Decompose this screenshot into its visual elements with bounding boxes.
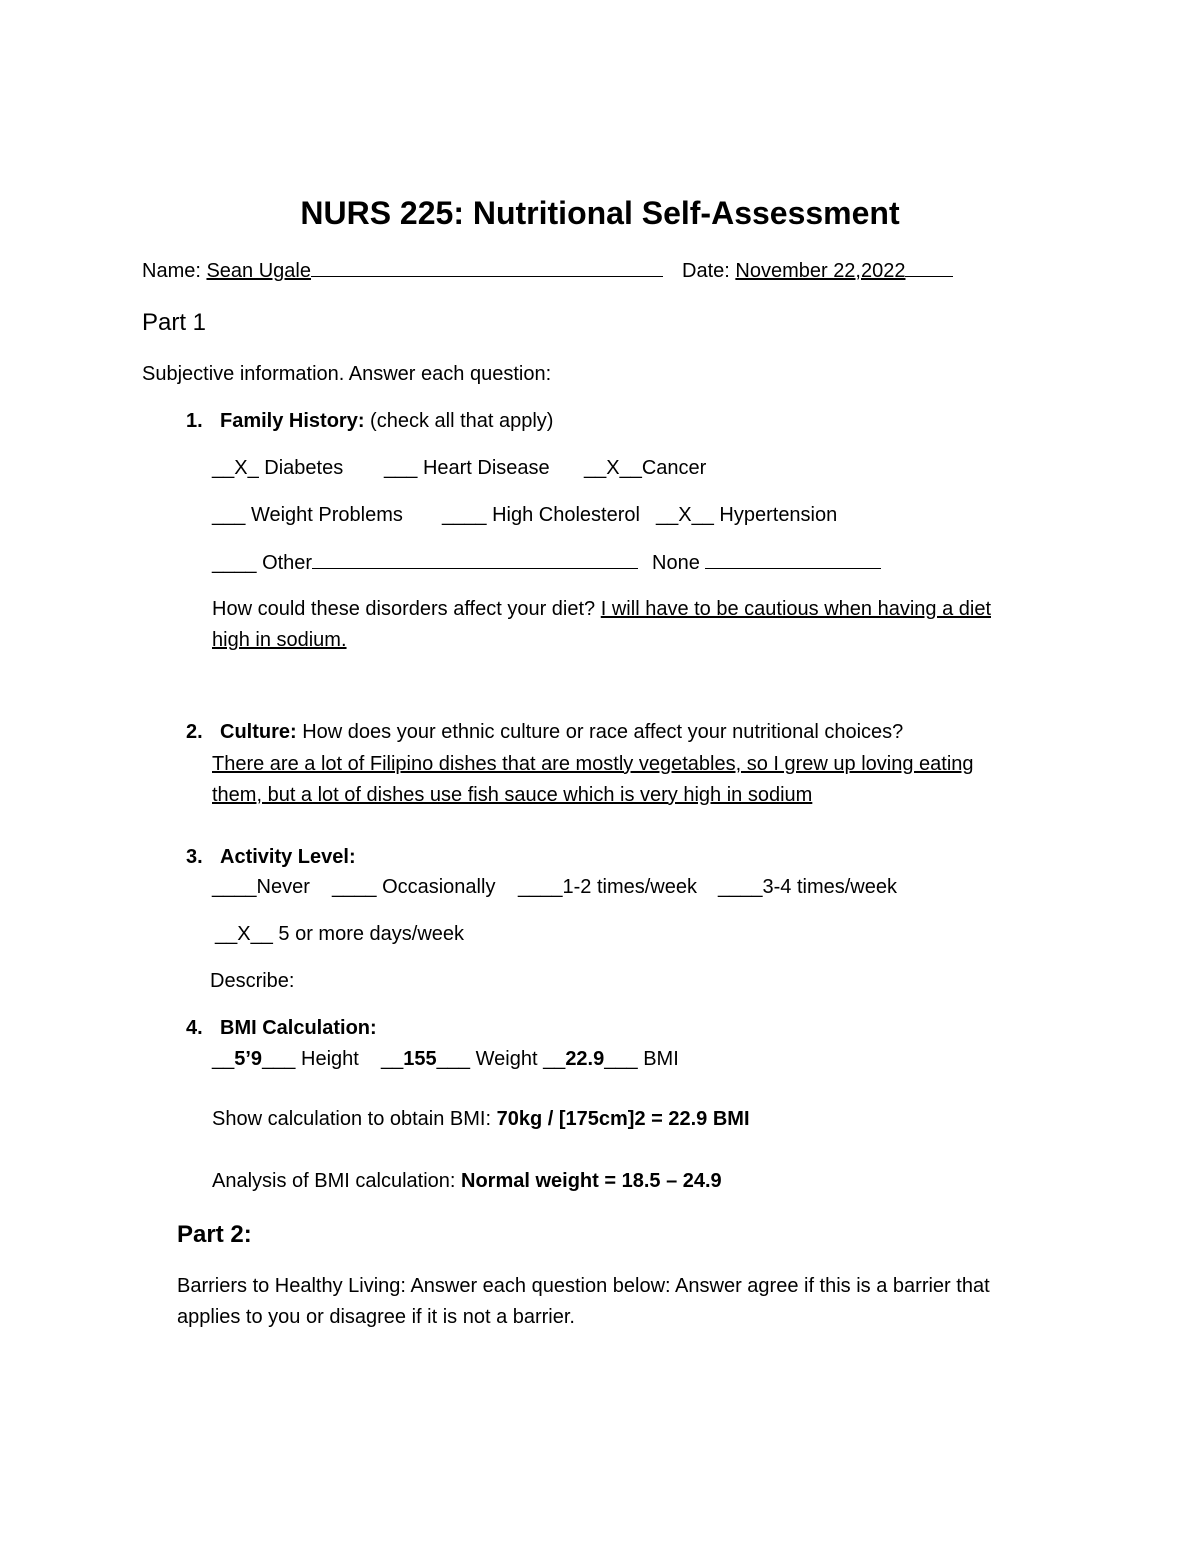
weight-problems-option: ___ Weight Problems xyxy=(212,504,403,526)
part2-intro-2: applies to you or disagree if it is not a barrier. xyxy=(177,1306,575,1328)
none-option: None xyxy=(652,550,881,575)
q2-question: How does your ethnic culture or race affect your nutritional choices? xyxy=(302,721,904,743)
weight-field: __155___ Weight xyxy=(381,1048,538,1070)
five-plus-option: __X__ 5 or more days/week xyxy=(215,923,465,945)
q3-number: 3. xyxy=(186,846,203,868)
q3-label: Activity Level: xyxy=(220,846,356,868)
q2-answer-2: them, but a lot of dishes use fish sauce which is very high in sodium xyxy=(212,784,813,806)
q1-followup-question: How could these disorders affect your diet? xyxy=(212,598,596,620)
q1-followup-answer-1: I will have to be cautious when having a diet xyxy=(600,598,991,620)
q2-answer-1: There are a lot of Filipino dishes that are mostly vegetables, so I grew up loving eating xyxy=(212,753,974,775)
q1-number: 1. xyxy=(186,410,203,432)
date-value: November 22,2022 xyxy=(735,260,906,282)
three-four-times-option: ____3-4 times/week xyxy=(718,876,897,898)
part2-intro-1: Barriers to Healthy Living: Answer each question below: Answer agree if this is a barrier that xyxy=(177,1275,990,1297)
q4-label: BMI Calculation: xyxy=(220,1017,377,1039)
q1-followup-answer-2: high in sodium. xyxy=(212,629,347,651)
describe-label: Describe: xyxy=(210,970,295,992)
bmi-analysis-value: Normal weight = 18.5 – 24.9 xyxy=(461,1170,722,1192)
q4-number: 4. xyxy=(186,1017,203,1039)
bmi-calc-value: 70kg / [175cm]2 = 22.9 BMI xyxy=(496,1108,750,1130)
q2-label: Culture: xyxy=(220,721,297,743)
high-cholesterol-option: ____ High Cholesterol xyxy=(442,504,640,526)
bmi-calc-line xyxy=(212,1107,750,1131)
q1-line xyxy=(186,409,553,433)
name-label: Name: xyxy=(142,260,201,282)
bmi-analysis-line xyxy=(212,1169,722,1193)
document-title: NURS 225: Nutritional Self-Assessment xyxy=(300,195,900,231)
other-blank xyxy=(312,550,638,569)
never-option: ____Never xyxy=(212,876,310,898)
q1-hint: (check all that apply) xyxy=(370,410,554,432)
date-blank xyxy=(905,258,953,277)
other-option: ____ Other xyxy=(212,550,638,575)
none-blank xyxy=(705,550,881,569)
heart-disease-option: ___ Heart Disease xyxy=(384,457,550,479)
part1-intro: Subjective information. Answer each question: xyxy=(142,363,552,385)
q4-line xyxy=(186,1016,377,1040)
bmi-field: __22.9___ BMI xyxy=(543,1048,679,1070)
q1-followup-line1 xyxy=(212,597,991,621)
part2-heading: Part 2: xyxy=(177,1221,252,1248)
name-value: Sean Ugale xyxy=(206,260,311,282)
name-line xyxy=(142,258,663,283)
one-two-times-option: ____1-2 times/week xyxy=(518,876,697,898)
date-line xyxy=(682,258,953,283)
q1-label: Family History: xyxy=(220,410,365,432)
diabetes-option: __X_ Diabetes xyxy=(212,457,344,479)
part1-heading: Part 1 xyxy=(142,309,207,336)
cancer-option: __X__Cancer xyxy=(584,457,707,479)
bmi-calc-label: Show calculation to obtain BMI: xyxy=(212,1108,492,1130)
q2-number: 2. xyxy=(186,721,203,743)
q2-line xyxy=(186,720,903,744)
occasionally-option: ____ Occasionally xyxy=(332,876,496,898)
name-blank xyxy=(311,258,663,277)
height-field: __5’9___ Height xyxy=(212,1048,359,1070)
bmi-values-line xyxy=(212,1047,679,1071)
date-label: Date: xyxy=(682,260,730,282)
q3-line xyxy=(186,845,356,869)
hypertension-option: __X__ Hypertension xyxy=(656,504,838,526)
q1-row1 xyxy=(212,456,343,480)
bmi-analysis-label: Analysis of BMI calculation: xyxy=(212,1170,456,1192)
